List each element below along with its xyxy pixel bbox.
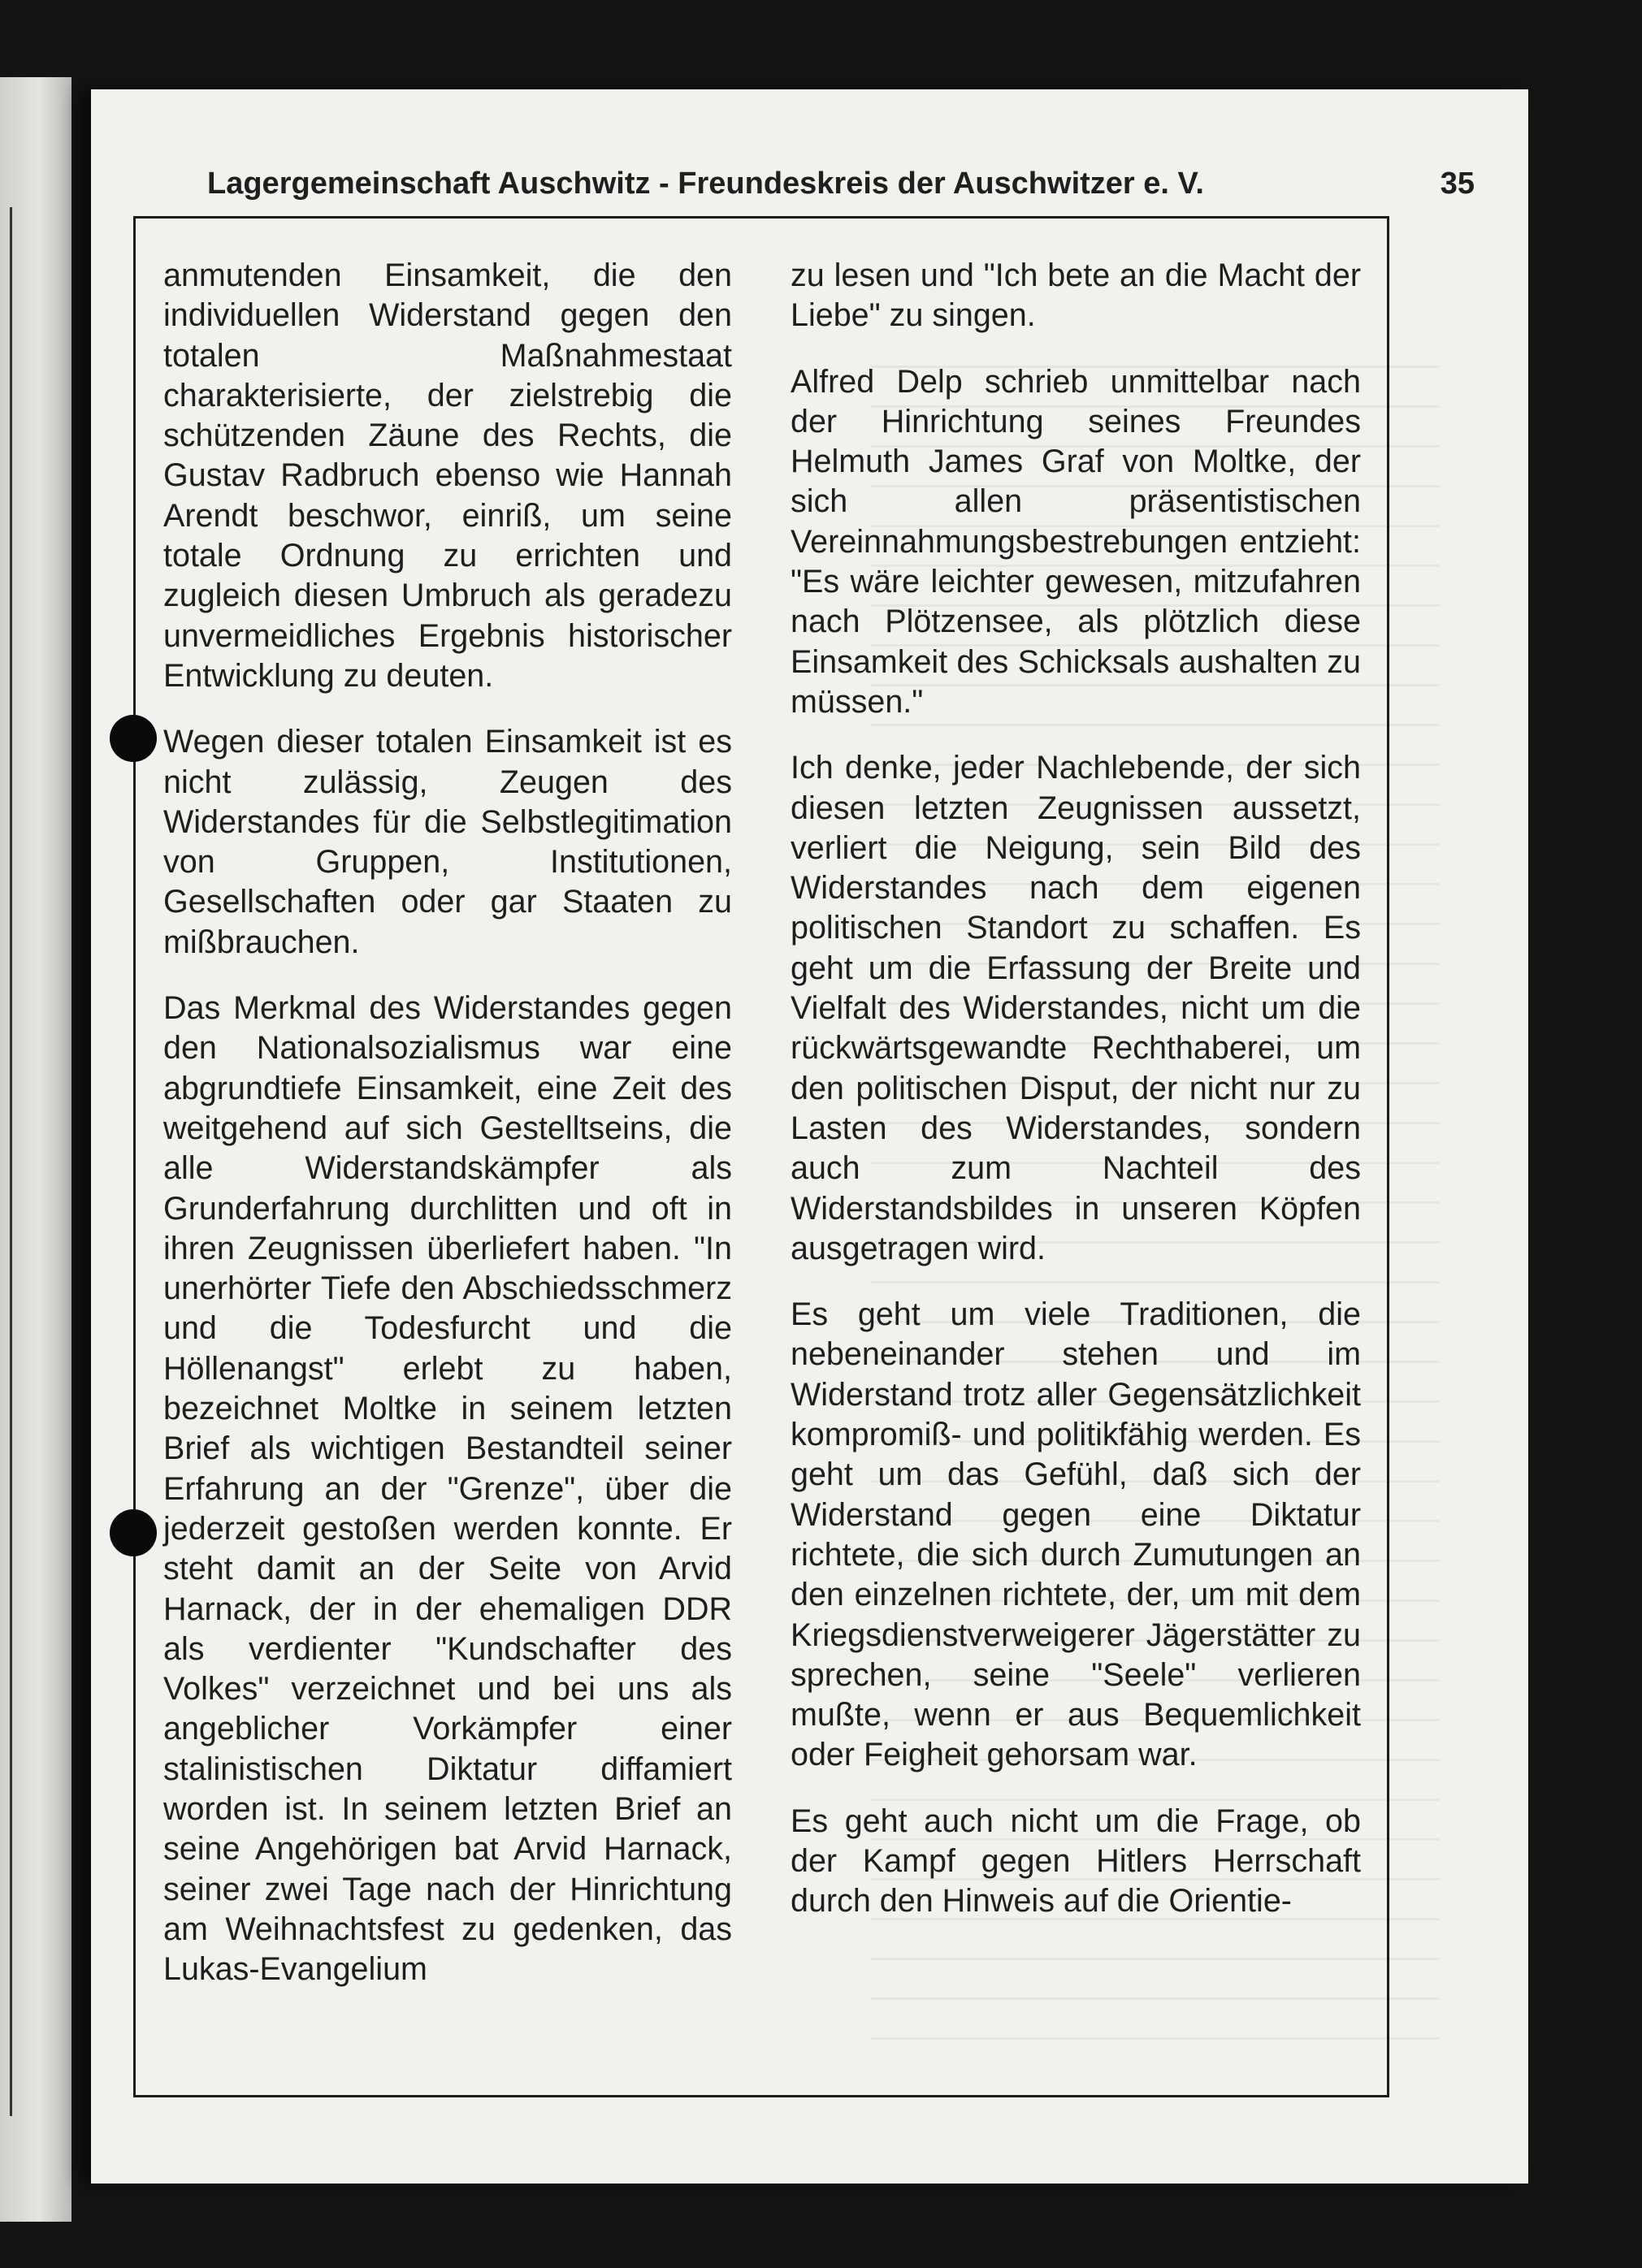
paragraph: Wegen dieser totalen Einsamkeit ist es nicht zulässig, Zeugen des Widerstandes für die Selbstlegitimation von Gruppen, Institutionen, Gesellschaften oder gar Staaten zu mißbrauchen. <box>163 724 732 960</box>
page-number: 35 <box>1440 167 1475 201</box>
paragraph: anmutenden Einsamkeit, die den individuellen Widerstand gegen den totalen Maßnahmestaat charakterisierte, der zielstrebig die schützenden Zäune des Rechts, die Gustav Radbruch ebenso wie Hannah Arendt beschwor, einriß, um seine totale Ordnung zu errichten und zugleich diesen Umbruch als geradezu unvermeidliches Ergebnis historischer Entwicklung zu deuten. <box>163 258 732 694</box>
paragraph: Es geht um viele Traditionen, die nebeneinander stehen und im Widerstand trotz aller Gegensätzlichkeit kompromiß- und politikfähig werden. Es geht um das Gefühl, daß sich der Widerstand gegen eine Diktatur richtete, die sich durch Zumutungen an den einzelnen richtete, der, um mit dem Kriegsdienstverweigerer Jägerstätter zu sprechen, seine "Seele" verlieren mußte, wenn er aus Bequemlichkeit oder Feigheit gehorsam war. <box>791 1296 1361 1773</box>
left-column <box>163 256 732 2015</box>
running-header <box>207 167 1475 215</box>
facing-page-edge <box>0 77 71 2222</box>
paragraph: Alfred Delp schrieb unmittelbar nach der Hinrichtung seines Freundes Helmuth James Graf von Moltke, der sich allen präsentistischen Vereinnahmungsbestrebungen entzieht: "Es wäre leichter gewesen, mitzufahren nach Plötzensee, als plötzlich diese Einsamkeit des Schicksals aushalten zu müssen." <box>791 363 1361 720</box>
paragraph: Ich denke, jeder Nachlebende, der sich diesen letzten Zeugnissen aussetzt, verliert die Neigung, sein Bild des Widerstandes nach dem eigenen politischen Standort zu schaffen. Es geht um die Erfassung der Breite und Vielfalt des Widerstandes, nicht um die rückwärtsgewandte Rechthaberei, um den politischen Disput, der nicht nur zu Lasten des Widerstandes, sondern auch zum Nachteil des Widerstandsbildes in unseren Köpfen ausgetragen wird. <box>791 750 1361 1266</box>
paragraph: Es geht auch nicht um die Frage, ob der Kampf gegen Hitlers Herrschaft durch den Hinweis auf die Orientie- <box>791 1803 1361 1920</box>
facing-page-border <box>0 207 12 2116</box>
paragraph: Das Merkmal des Widerstandes gegen den Nationalsozialismus war eine abgrundtiefe Einsamkeit, eine Zeit des weitgehend auf sich Gestelltseins, die alle Widerstandskämpfer als Grunderfahrung durchlitten und oft in ihren Zeugnissen überliefert haben. "In unerhörter Tiefe den Abschiedsschmerz und die Todesfurcht und die Höllenangst" erlebt zu haben, bezeichnet Moltke in seinem letzten Brief als wichtigen Bestandteil seiner Erfahrung an der "Grenze", über die jederzeit gestoßen werden konnte. Er steht damit an der Seite von Arvid Harnack, der in der ehemaligen DDR als verdienter "Kundschafter des Volkes" verzeichnet und bei uns als angeblicher Vorkämpfer einer stalinistischen Diktatur diffamiert worden ist. In seinem letzten Brief an seine Angehörigen bat Arvid Harnack, seiner zwei Tage nach der Hinrichtung am Weihnachtsfest zu gedenken, das Lukas-Evangelium <box>163 990 732 1988</box>
punch-hole <box>110 715 157 762</box>
punch-hole <box>110 1509 157 1556</box>
header-title: Lagergemeinschaft Auschwitz - Freundeskreis der Auschwitzer e. V. <box>207 167 1204 201</box>
text-frame <box>133 216 1389 2097</box>
right-column <box>791 256 1361 1948</box>
paragraph: zu lesen und "Ich bete an die Macht der Liebe" zu singen. <box>791 258 1361 334</box>
document-page <box>91 89 1528 2184</box>
